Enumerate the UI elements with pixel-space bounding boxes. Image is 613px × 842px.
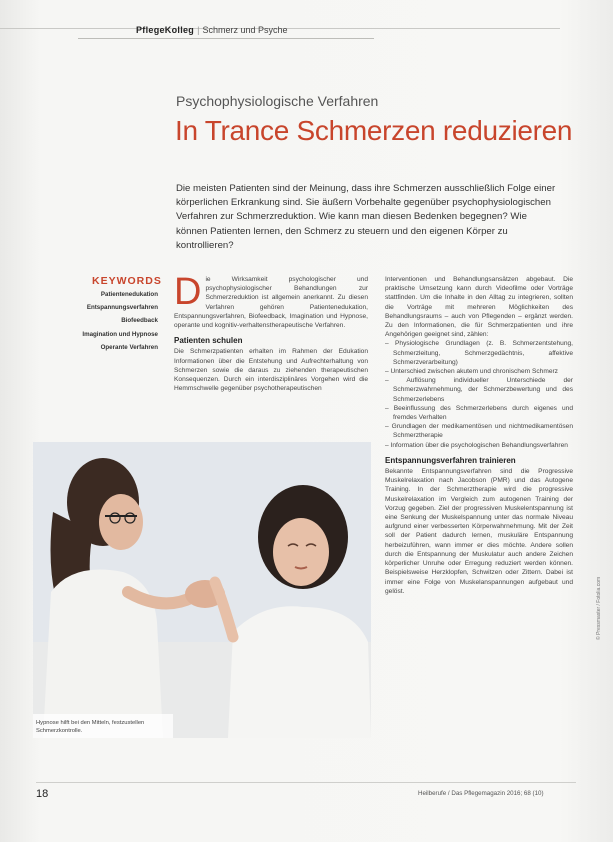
article-kicker: Psychophysiologische Verfahren [176, 93, 379, 109]
paragraph-edukation: Die Schmerzpatienten erhalten im Rahmen der Edukation Informationen über die Entstehung und Aufrechterhaltung von Schmerzen sowie die daraus zu ziehenden therapeutischen Konsequenzen. Durch ein interdisziplinäres Vorgehen wird die Hemmschwelle gegenüber psychotherapeutischen [174, 348, 368, 393]
therapy-scene-illustration [33, 442, 371, 738]
article-lead: Die meisten Patienten sind der Meinung, dass ihre Schmerzen ausschließlich Folge einer körperlichen Erkrankung sind. Sie äußern Vorbehalte gegenüber psychophysiologischen Verfahren zur Schmerzreduktion. Wie kann man diesen Bedenken begegnen? Wie können Patienten lernen, den Schmerz zu steuern und den eigenen Körper zu kontrollieren? [176, 183, 556, 251]
top-bar [0, 18, 613, 48]
list-item: – Beeinflussung des Schmerzerlebens durch eigenes und fremdes Verhalten [385, 404, 573, 422]
subheading-patienten-schulen: Patienten schulen [174, 336, 243, 346]
keyword-item: Entspannungsverfahren [86, 304, 158, 312]
section-header [136, 25, 288, 35]
keywords-heading: KEYWORDS [92, 275, 162, 287]
article-title: In Trance Schmerzen reduzieren [175, 115, 573, 146]
drop-cap: D [174, 271, 202, 313]
footer-divider [36, 782, 576, 783]
header-underline [78, 38, 374, 39]
body-column-2 [385, 275, 573, 596]
list-item: – Grundlagen der medikamentösen und nichtmedikamentösen Schmerztherapie [385, 423, 573, 440]
photo-credit: © Pressmaster / Fotolia.com [596, 576, 602, 640]
section-topic: Schmerz und Psyche [202, 25, 288, 35]
body-column-1 [174, 271, 368, 393]
keyword-item: Operante Verfahren [100, 343, 158, 351]
article-photo [33, 442, 371, 738]
paragraph-entspannung: Bekannte Entspannungsverfahren sind die Progressive Muskelrelaxation nach Jacobson (PMR) und das Autogene Training. In der Schmerztherapie wird die progressive Muskelrelaxation im Vergleich zum autogenen Training der Vorzug gegeben. Ziel der progressiven Muskelentspannung ist eine Senkung der Muskelspannung unter das normale Niveau aufgrund einer verbesserten Körperwahrnehmung. Mit der Zeit soll der Patient dadurch lernen, muskuläre Entspannung herbeizuführen, wann immer er dies möchte. Andere sollen durch die Entspannung der Muskulatur auch andere Zeichen körperlicher Unruhe oder Erregung reduziert werden können. Beispielsweise Herzklopfen, Schwitzen oder Zittern. Dabei ist immer eine Folge von Muskelanspannungen aufgebaut und gelöst. [385, 468, 573, 595]
page-number: 18 [36, 788, 49, 800]
keywords-list [70, 291, 158, 357]
subheading-entspannung: Entspannungsverfahren trainieren [385, 455, 516, 465]
list-item: – Auflösung individueller Unterschiede der Schmerzwahrnehmung, der Schmerzbewertung und des Schmerzerlebens [385, 377, 573, 403]
list-item: – Unterschied zwischen akutem und chronischem Schmerz [385, 368, 558, 376]
keyword-item: Imagination und Hypnose [82, 330, 158, 338]
keyword-item: Biofeedback [121, 317, 158, 325]
section-name: PflegeKolleg [136, 25, 195, 35]
list-item: – Information über die psychologischen Behandlungsverfahren [385, 441, 568, 449]
intro-paragraph: ie Wirksamkeit psychologischer und psychophysiologischer Behandlungen zur Schmerzreduktion ist allgemein anerkannt. Zu diesen Verfahren gehören Patientenedukation, Entspannungsverfahren, Biofeedback, Imagination und Hypnose, operante und kognitiv-verhaltenstherapeutische Verfahren. [174, 276, 368, 330]
keyword-item: Patientenedukation [100, 291, 158, 298]
journal-source: Heilberufe / Das Pflegemagazin 2016; 68 (10) [418, 790, 544, 797]
photo-caption: Hypnose hilft bei den Mitteln, festzustellen Schmerzkontrolle. [36, 720, 145, 734]
section-separator: | [197, 25, 200, 35]
paragraph-continuation: Interventionen und Behandlungsansätzen abgebaut. Die praktische Umsetzung kann durch Videofilme oder Vorträge stattfinden. Um die Inhalte in den Alltag zu integrieren, sollten die Vorträge mit mehreren Möglichkeiten des Behandlungsraums – auch von Pflegenden – ergänzt werden. Zu den Informationen, die für Schmerzpatienten und ihre Angehörigen geeignet sind, zählen: [385, 276, 573, 339]
list-item: – Physiologische Grundlagen (z. B. Schmerzentstehung, Schmerzleitung, Schmerzgedächtnis, affektive Schmerzverarbeitung) [385, 340, 573, 366]
